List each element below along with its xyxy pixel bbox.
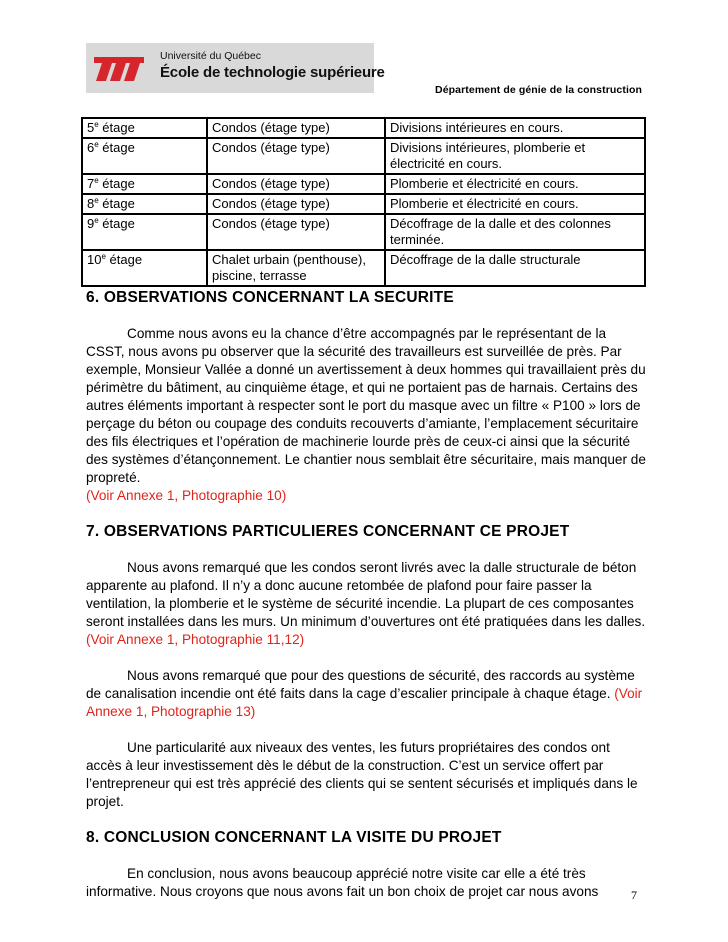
table-row xyxy=(82,138,645,174)
floor-cell: 5e étage xyxy=(82,118,207,138)
use-cell: Condos (étage type) xyxy=(207,194,385,214)
section-6-paragraph: Comme nous avons eu la chance d’être accompagnés par le représentant de la CSST, nous avons pu observer que la sécurité des travailleurs est surveillée de près. Par exemple, Monsieur Vallée a donné un avertissement à deux hommes qui travaillaient près du périmètre du bâtiment, au cinquième étage, et qui ne portaient pas de harnais. Certains des autres éléments important à respecter sont le port du masque avec un filtre « P100 » lors de perçage du béton ou coupage des conduits recouverts d’amiante, l’emplacement sécuritaire des fils électriques et l’opération de machinerie lourde près de ceux-ci ainsi que la sécurité des systèmes d’étançonnement. Le chantier nous semblait être sécuritaire, mais manquer de propreté. (Voir Annexe 1, Photographie 10) xyxy=(86,326,646,503)
table-row xyxy=(82,214,645,250)
use-cell: Condos (étage type) xyxy=(207,118,385,138)
university-name: Université du Québec xyxy=(160,50,261,62)
annex-reference: (Voir Annexe 1, Photographie 10) xyxy=(86,488,287,503)
floor-cell: 7e étage xyxy=(82,174,207,194)
floor-cell: 10e étage xyxy=(82,250,207,286)
section-7-title: 7. OBSERVATIONS PARTICULIERES CONCERNANT CE PROJET xyxy=(86,523,570,540)
department-name: Département de génie de la construction xyxy=(435,84,642,96)
section-7-paragraph-3: Une particularité aux niveaux des ventes, les futurs propriétaires des condos ont accès à leur investissement dès le début de la construction. C’est un service offert par l’entrepreneur qui est très apprécié des clients qui se sentent sécurisés et impliqués dans le projet. xyxy=(86,740,638,809)
section-7-paragraph-1: Nous avons remarqué que les condos seront livrés avec la dalle structurale de béton apparente au plafond. Il n’y a donc aucune retombée de plafond pour faire passer la ventilation, la plomberie et le système de sécurité incendie. La plupart de ces composantes seront installées dans les murs. Un minimum d’ouvertures ont été pratiquées dans les dalles. (Voir Annexe 1, Photographie 11,12) xyxy=(86,560,646,647)
status-cell: Divisions intérieures, plomberie et électricité en cours. xyxy=(385,138,645,174)
table-row xyxy=(82,174,645,194)
annex-reference: (Voir Annexe 1, Photographie 13) xyxy=(86,686,643,719)
floor-cell: 8e étage xyxy=(82,194,207,214)
table-row xyxy=(82,118,645,138)
use-cell: Condos (étage type) xyxy=(207,214,385,250)
table-row xyxy=(82,194,645,214)
status-cell: Plomberie et électricité en cours. xyxy=(385,174,645,194)
floors-table xyxy=(81,117,646,287)
floor-cell: 6e étage xyxy=(82,138,207,174)
section-8-title: 8. CONCLUSION CONCERNANT LA VISITE DU PROJET xyxy=(86,829,502,846)
ets-logo-mark-icon xyxy=(92,55,152,83)
use-cell: Condos (étage type) xyxy=(207,138,385,174)
ets-logo xyxy=(86,43,385,93)
school-name: École de technologie supérieure xyxy=(160,64,385,81)
floor-cell: 9e étage xyxy=(82,214,207,250)
use-cell: Condos (étage type) xyxy=(207,174,385,194)
annex-reference: (Voir Annexe 1, Photographie 11,12) xyxy=(86,632,305,647)
section-8-paragraph: En conclusion, nous avons beaucoup apprécié notre visite car elle a été très informative. Nous croyons que nous avons fait un bon choix de projet car nous avons xyxy=(86,866,599,899)
section-7-paragraph-2: Nous avons remarqué que pour des questions de sécurité, des raccords au système de canalisation incendie ont été faits dans la cage d’escalier principale à chaque étage. (Voir Annexe 1, Photographie 13) xyxy=(86,668,643,719)
use-cell: Chalet urbain (penthouse), piscine, terrasse xyxy=(207,250,385,286)
status-cell: Divisions intérieures en cours. xyxy=(385,118,645,138)
status-cell: Décoffrage de la dalle structurale xyxy=(385,250,645,286)
table-row xyxy=(82,250,645,286)
status-cell: Décoffrage de la dalle et des colonnes terminée. xyxy=(385,214,645,250)
section-6-title: 6. OBSERVATIONS CONCERNANT LA SECURITE xyxy=(86,289,454,306)
page-number: 7 xyxy=(631,888,637,902)
status-cell: Plomberie et électricité en cours. xyxy=(385,194,645,214)
document-body xyxy=(86,289,646,919)
